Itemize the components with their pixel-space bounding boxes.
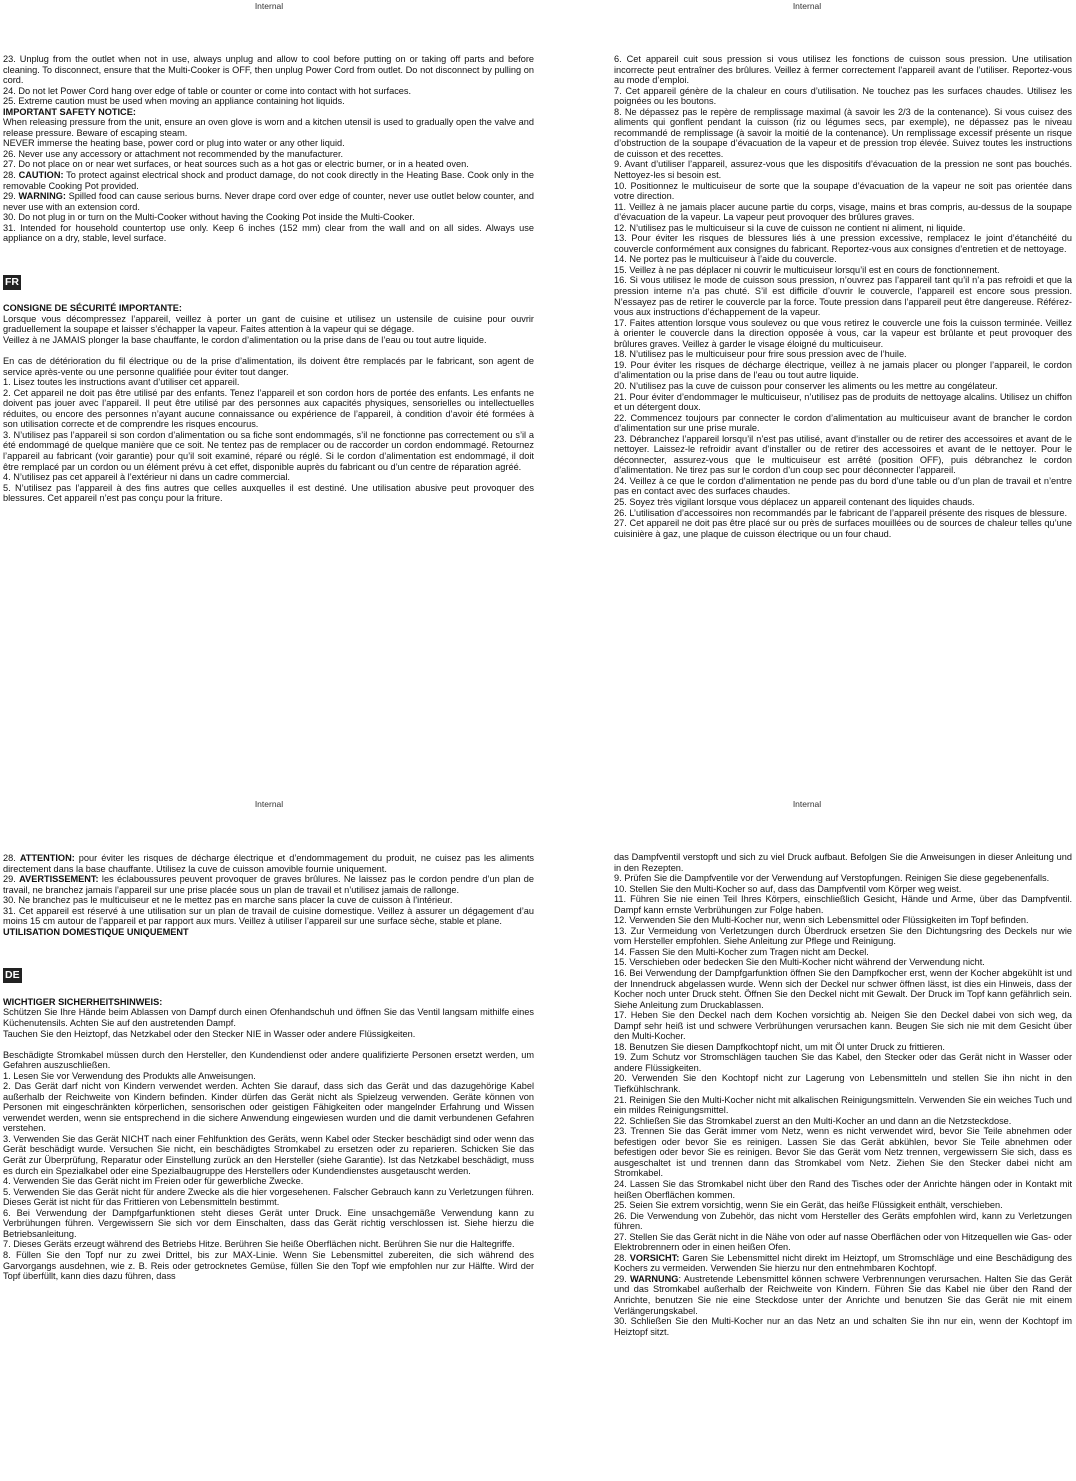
warning-label: WARNING: [18, 191, 66, 202]
paragraph: 5. N’utilisez pas l’appareil à des fins autres que celles auxquelles il est destiné. Une utilisation abusive peut provoquer des blessures. Cet appareil n’est pas conçu pour la friture. [3, 482, 534, 504]
paragraph: 16. Bei Verwendung der Dampfgarfunktion öffnen Sie den Dampfkocher erst, wenn der Kocher abgekühlt ist und der Innendruck abgelassen wurde. Wenn sich der Deckel nur schwer öffnen lässt, ist dies ein Hinweis, dass der Kocher noch unter Druck steht. Öffnen Sie den Deckel nicht mit Gewalt. Der Druck im Topf kann gefährlich sein. Siehe Anleitung zum Druckablassen. [614, 968, 1072, 1010]
paragraph: 17. Heben Sie den Deckel nach dem Kochen vorsichtig ab. Neigen Sie den Deckel dabei von sich weg, da Dampf sehr heiß ist und schwere Verbrühungen verursachen kann. Beugen Sie sich nie mit dem Gesicht über den Multi-Kocher. [614, 1010, 1072, 1042]
paragraph: 20. N’utilisez pas la cuve de cuisson pour conserver les aliments ou les mettre au congélateur. [614, 380, 998, 391]
paragraph: 31. Intended for household countertop use only. Keep 6 inches (152 mm) clear from the wall and on all sides. Always use appliance on a dry, stable, level surface. [3, 222, 534, 244]
paragraph: 7. Cet appareil génère de la chaleur en cours d’utilisation. Ne touchez pas les surfaces chaudes. Utilisez les poignées ou les boutons. [614, 85, 1072, 107]
paragraph: 25. Soyez très vigilant lorsque vous déplacez un appareil contenant des liquides chauds. [614, 496, 975, 507]
page-body [3, 853, 534, 1282]
paragraph: 18. Benutzen Sie diesen Dampfkochtopf nicht, um mit Öl unter Druck zu frittieren. [614, 1041, 945, 1052]
section-title: IMPORTANT SAFETY NOTICE: [3, 106, 136, 117]
page-1 [0, 0, 538, 740]
paragraph: 27. Cet appareil ne doit pas être placé sur ou près de surfaces mouillées ou de sources de chaleur telles qu’une cuisinière à gaz, une plaque de cuisson électrique ou un four chaud. [614, 518, 1072, 539]
warning-text: Spilled food can cause serious burns. Never drape cord over edge of counter, never use outlet below counter, and never use with an extension cord. [3, 191, 535, 212]
paragraph: 11. Führen Sie nie einen Teil Ihres Körpers, einschließlich Gesicht, Hände und Arme, über das Dampfventil. Dampf kann ernste Verbrühungen zur Folge haben. [614, 894, 1072, 915]
paragraph: 4. Verwenden Sie das Gerät nicht im Freien oder für gewerbliche Zwecke. [3, 1176, 304, 1187]
paragraph: 21. Reinigen Sie den Multi-Kocher nicht mit alkalischen Reinigungsmitteln. Verwenden Sie ein weiches Tuch und ein mildes Reinigungsmittel. [614, 1094, 1072, 1116]
caution-label: CAUTION: [18, 170, 64, 181]
page-3 [0, 741, 538, 1481]
paragraph: Beschädigte Stromkabel müssen durch den Hersteller, den Kundendienst oder andere qualifizierte Personen ersetzt werden, um Gefahren auszuschließen. [3, 1049, 534, 1071]
caution-text: To protect against electrical shock and product damage, do not cook directly in the Heating Base. Cook only in the removable Cooking Pot provided. [3, 170, 535, 191]
paragraph: 12. N’utilisez pas le multicuiseur si la cuve de cuisson ne contient ni aliment, ni liquide. [614, 222, 966, 233]
paragraph: When releasing pressure from the unit, ensure an oven glove is worn and a kitchen utensil is used to gradually open the valve and release pressure. Beware of escaping steam. [3, 117, 534, 138]
warning-text: : Austretende Lebensmittel können schwere Verbrennungen verursachen. Halten Sie das Gerät und das Stromkabel außerhalb der Reichweite von Kindern. Führen Sie das Kabel nie über den Rand der Anrichte, benutzen Sie nie eine Steckdose unter der Anrichte und benutzen Sie das Gerät nie mit einem Verlängerungskabel. [614, 1273, 1072, 1316]
paragraph: 22. Commencez toujours par connecter le cordon d’alimentation au multicuiseur avant de brancher le cordon d’alimentation sur une prise murale. [614, 412, 1072, 434]
paragraph: 15. Veillez à ne pas déplacer ni couvrir le multicuiseur lorsqu’il est en cours de fonctionnement. [614, 264, 1000, 275]
paragraph: 19. Pour éviter les risques de décharge électrique, veillez à ne jamais placer ou plonger l’appareil, le cordon d’alimentation ou la prise dans de l’eau ou tout autre liquide. [614, 359, 1072, 381]
warning-label: WARNUNG [629, 1273, 679, 1284]
page-header: Internal [792, 1, 822, 11]
paragraph: 23. Unplug from the outlet when not in use, always unplug and allow to cool before putting on or taking off parts and before cleaning. To disconnect, ensure that the Multi-Cooker is OFF, then unplug Power Cord from outlet. Do not disconnect by pulling on cord. [3, 54, 534, 86]
paragraph: 18. N’utilisez pas le multicuiseur pour frire sous pression avec de l’huile. [614, 349, 907, 360]
paragraph: 14. Ne portez pas le multicuiseur à l’aide du couvercle. [614, 254, 837, 265]
paragraph: 30. Ne branchez pas le multicuiseur et ne le mettez pas en marche sans placer la cuve de cuisson à l’intérieur. [3, 895, 453, 906]
paragraph: 3. N’utilisez pas l’appareil si son cordon d’alimentation ou sa fiche sont endommagés, s’il ne fonctionne pas correctement ou s’il a été endommagé de quelque manière que ce soit. Ne tentez pas de remplacer ou de raccorder un cordon endommagé. Retournez l’appareil au fabricant (voir garantie) pour qu’il soit examiné, réparé ou réglé. Si le cordon d’alimentation est endommagé, il doit être remplacé par un cordon ou un élément prévu à cet effet, disponible auprès du fabricant ou d’un centre de réparation agréé. [3, 429, 534, 472]
paragraph: 4. N’utilisez pas cet appareil à l’extérieur ni dans un cadre commercial. [3, 472, 290, 483]
paragraph: 13. Pour éviter les risques de blessures liés à une pression excessive, remplacez le joint d’étanchéité du couvercle conformément aux consignes du fabricant. Reportez-vous aux consignes d’entretien et de nettoyage. [614, 233, 1072, 254]
paragraph: 28. CAUTION: To protect against electrical shock and product damage, do not cook directly in the Heating Base. Cook only in the removable Cooking Pot provided. [3, 170, 535, 191]
paragraph: 24. Do not let Power Cord hang over edge of table or counter or come into contact with hot surfaces. [3, 85, 412, 96]
paragraph: 11. Veillez à ne jamais placer aucune partie du corps, visage, mains et bras compris, au-dessus de la soupape d’évacuation de la vapeur. La vapeur peut provoquer des brûlures graves. [614, 201, 1072, 223]
warning-label: AVERTISSEMENT: [19, 874, 99, 885]
paragraph: 10. Positionnez le multicuiseur de sorte que la soupape d’évacuation de la vapeur ne soit pas orientée dans votre direction. [614, 180, 1072, 202]
paragraph: 8. Füllen Sie den Topf nur zu zwei Drittel, bis zur MAX-Linie. Wenn Sie Lebensmittel zubereiten, die sich während des Garvorgangs ausdehnen, wie z. B. Reis oder getrocknetes Gemüse, füllen Sie den Topf wie empfohlen nur zur Hälfte. Wird der Topf überfüllt, kann dies dazu führen, dass [3, 1249, 534, 1282]
paragraph: 26. L’utilisation d’accessoires non recommandés par le fabricant de l’appareil présente des risques de blessure. [614, 507, 1067, 518]
paragraph: 27. Do not place on or near wet surfaces, or heat sources such as a hot gas or electric burner, or in a heated oven. [3, 159, 469, 170]
paragraph: 12. Verwenden Sie den Multi-Kocher nur, wenn sich Lebensmittel oder Flüssigkeiten im Topf befinden. [614, 915, 1029, 926]
language-badge-de: DE [5, 969, 20, 982]
paragraph: 6. Cet appareil cuit sous pression si vous utilisez les fonctions de cuisson sous pression. Une utilisation incorrecte peut entraîner des brûlures. Veillez à fermer correctement l’appareil avant de l’utiliser. Reportez-vous au mode d’emploi. [614, 54, 1072, 86]
paragraph: 21. Pour éviter d’endommager le multicuiseur, n’utilisez pas de produits de nettoyage alcalins. Utilisez un chiffon et un détergent doux. [614, 391, 1072, 413]
paragraph: 13. Zur Vermeidung von Verletzungen durch Überdruck ersetzen Sie den Dichtungsring des Deckels nur wie vom Hersteller empfohlen. Siehe Anleitung zur Pflege und Reinigung. [614, 925, 1072, 947]
warning-text: les éclaboussures peuvent provoquer de graves brûlures. Ne laissez pas le cordon pendre d’un plan de travail, ne branchez jamais l’appareil sur une prise placée sous un plan de travail et n’utilisez jamais de rallonge. [3, 874, 534, 895]
paragraph: Schützen Sie Ihre Hände beim Ablassen von Dampf durch einen Ofenhandschuh und öffnen Sie das Ventil langsam mithilfe eines Küchenutensils. Achten Sie auf den austretenden Dampf. [3, 1007, 534, 1028]
paragraph: 9. Avant d’utiliser l’appareil, assurez-vous que les dispositifs d’évacuation de la pression ne sont pas bouchés. Nettoyez-les si besoin est. [614, 159, 1072, 181]
paragraph: 2. Das Gerät darf nicht von Kindern verwendet werden. Achten Sie darauf, dass sich das Gerät und das dazugehörige Kabel außerhalb der Reichweite von Kindern befinden. Kinder dürfen das Gerät nicht als Spielzeug verwenden. Geräte können von Personen mit eingeschränkten körperlichen, sensorischen oder geistigen Fähigkeiten oder mangelnder Erfahrung und Wissen verwendet werden, wenn sie entsprechend in die sichere Anwendung eingewiesen wurden und die damit verbundenen Gefahren verstehen. [3, 1081, 534, 1134]
paragraph: 23. Débranchez l’appareil lorsqu’il n’est pas utilisé, avant d’installer ou de retirer des accessoires et avant de le nettoyer. Laissez-le refroidir avant d’installer ou de retirer des accessoires et avant de le nettoyer. Pour le déconnecter, assurez-vous que le multicuiseur est arrêté (position OFF), puis débranchez le cordon d’alimentation. Ne tirez pas sur le cordon d’un coup sec pour déconnecter l’appareil. [614, 433, 1072, 476]
page-header: Internal [254, 799, 284, 809]
paragraph: 8. Ne dépassez pas le repère de remplissage maximal (à savoir les 2/3 de la contenance). Si vous cuisez des aliments qui gonflent pendant la cuisson (riz ou légumes secs, par exemple), ne dépassez pas le niveau recommandé de remplissage (à savoir la moitié de la contenance). Un remplissage excessif présente un risque d’obstruction de la soupape d’évacuation de la vapeur et de pression trop élevée. Suivez toutes les instructions de cuisson et des recettes. [614, 106, 1072, 159]
paragraph: 3. Verwenden Sie das Gerät NICHT nach einer Fehlfunktion des Geräts, wenn Kabel oder Stecker beschädigt sind oder wenn das Gerät beschädigt wurde. Versuchen Sie nicht, ein beschädigtes Stromkabel zu ersetzen oder zu reparieren. Schicken Sie das Gerät zur Überprüfung, Reparatur oder Einstellung zurück an den Hersteller (siehe Garantie). Ist das Netzkabel beschädigt, muss es durch ein Spezialkabel oder eine Spezialbaugruppe des Herstellers oder Kundendienstes ausgetauscht werden. [3, 1133, 534, 1176]
paragraph: Lorsque vous décompressez l’appareil, veillez à porter un gant de cuisine et utilisez un ustensile de cuisine pour ouvrir graduellement la soupape et laisser s’échapper la vapeur. Faites attention à la vapeur qui se dégage. [3, 313, 534, 335]
paragraph: 24. Veillez à ce que le cordon d’alimentation ne pende pas du bord d’une table ou d’un plan de travail et n’entre pas en contact avec des surfaces chaudes. [614, 475, 1072, 497]
page-4 [538, 741, 1076, 1481]
paragraph: 15. Verschieben oder bedecken Sie den Multi-Kocher nicht während der Verwendung nicht. [614, 957, 985, 968]
page-header: Internal [254, 1, 284, 11]
paragraph: 14. Fassen Sie den Multi-Kocher zum Tragen nicht am Deckel. [614, 946, 869, 957]
paragraph: 19. Zum Schutz vor Stromschlägen tauchen Sie das Kabel, den Stecker oder das Gerät nicht in Wasser oder andere Flüssigkeiten. [614, 1052, 1072, 1073]
page-body [614, 54, 1072, 539]
paragraph: 31. Cet appareil est réservé à une utilisation sur un plan de travail de cuisine domestique. Veillez à assurer un dégagement d’au moins 15 cm autour de l’appareil et par rapport aux murs. Veillez à utiliser l’appareil sur une surface sèche, stable et plane. [3, 905, 534, 927]
paragraph: En cas de détérioration du fil électrique ou de la prise d’alimentation, ils doivent être remplacés par le fabricant, son agent de service après-vente ou une personne qualifiée pour éviter tout danger. [3, 356, 534, 377]
paragraph: 28. ATTENTION: pour éviter les risques de décharge électrique et d’endommagement du produit, ne cuisez pas les aliments directement dans la base chauffante. Utilisez la cuve de cuisson amovible fournie uniquement. [3, 853, 534, 874]
paragraph: 16. Si vous utilisez le mode de cuisson sous pression, n’ouvrez pas l’appareil tant qu’il n’a pas refroidi et que la pression interne n’a pas chuté. S’il est difficile d’ouvrir le couvercle, l’appareil est encore sous pression. N’essayez pas de retirer le couvercle par la force. Toute pression dans l’appareil peut être dangereuse. Référez-vous aux instructions d’échappement de la vapeur. [614, 275, 1072, 318]
attention-label: ATTENTION: [19, 853, 75, 863]
page-body [614, 852, 1072, 1337]
paragraph: 23. Trennen Sie das Gerät immer vom Netz, wenn es nicht verwendet wird, bevor Sie Teile abnehmen oder befestigen oder bevor Sie es reinigen. Lassen Sie das Gerät abkühlen, bevor Sie Teile abnehmen oder befestigen oder bevor Sie es reinigen. Bevor Sie das Gerät vom Netz trennen, vergewissern Sie sich, dass es ausgeschaltet ist und trennen dann das Stromkabel vom Netz. Ziehen Sie den Stecker dabei nicht am Stromkabel. [614, 1126, 1072, 1179]
paragraph: 28. VORSICHT: Garen Sie Lebensmittel nicht direkt im Heiztopf, um Stromschläge und eine Beschädigung des Kochers zu vermeiden. Verwenden Sie hierzu nur den entnehmbaren Kochtopf. [614, 1252, 1072, 1274]
paragraph: 25. Extreme caution must be used when moving an appliance containing hot liquids. [3, 96, 345, 107]
paragraph: 9. Prüfen Sie die Dampfventile vor der Verwendung auf Verstopfungen. Reinigen Sie diese gegebenenfalls. [614, 873, 1050, 884]
paragraph: Veillez à ne JAMAIS plonger la base chauffante, le cordon d’alimentation ou la prise dans de l’eau ou tout autre liquide. [3, 334, 487, 345]
paragraph: 26. Die Verwendung von Zubehör, das nicht vom Hersteller des Geräts empfohlen wird, kann zu Verletzungen führen. [614, 1210, 1072, 1232]
section-title: UTILISATION DOMESTIQUE UNIQUEMENT [3, 926, 189, 937]
attention-text: pour éviter les risques de décharge électrique et d’endommagement du produit, ne cuisez pas les aliments directement dans la base chauffante. Utilisez la cuve de cuisson amovible fournie uniquement. [3, 853, 534, 874]
paragraph: 1. Lisez toutes les instructions avant d’utiliser cet appareil. [3, 377, 240, 388]
paragraph: 10. Stellen Sie den Multi-Kocher so auf, dass das Dampfventil vom Körper weg weist. [614, 883, 962, 894]
paragraph: 7. Dieses Geräts erzeugt während des Betriebs Hitze. Berühren Sie heiße Oberflächen nicht. Berühren Sie nur die Haltegriffe. [3, 1239, 515, 1250]
paragraph: 2. Cet appareil ne doit pas être utilisé par des enfants. Tenez l’appareil et son cordon hors de portée des enfants. Les enfants ne doivent pas jouer avec l’appareil. Il peut être utilisé par des personnes aux capacités physiques, sensorielles ou intellectuelles réduites, ou encore des personnes n’ayant aucune connaissance ou expérience de l’appareil, à condition d’avoir été formées à son utilisation correcte et de comprendre les risques encourus. [3, 387, 534, 430]
paragraph: 17. Faites attention lorsque vous soulevez ou que vous retirez le couvercle une fois la cuisson terminée. Veillez à orienter le couvercle dans la direction opposée à vous, car la vapeur est brûlante et peut provoquer des brûlures graves. Veillez à garder le visage éloigné du multicuiseur. [614, 317, 1072, 349]
paragraph: 29. AVERTISSEMENT: les éclaboussures peuvent provoquer de graves brûlures. Ne laissez pas le cordon pendre d’un plan de travail, ne branchez jamais l’appareil sur une prise placée sous un plan de travail et n’utilisez jamais de rallonge. [3, 874, 534, 895]
section-title: CONSIGNE DE SÉCURITÉ IMPORTANTE: [3, 303, 182, 314]
paragraph: 20. Verwenden Sie den Kochtopf nicht zur Lagerung von Lebensmitteln und stellen Sie ihn nicht in den Tiefkühlschrank. [614, 1073, 1072, 1095]
caution-label: VORSICHT: [629, 1252, 680, 1263]
paragraph: 29. WARNUNG: Austretende Lebensmittel können schwere Verbrennungen verursachen. Halten Sie das Gerät und das Stromkabel außerhalb der Reichweite von Kindern. Führen Sie das Kabel nie über den Rand der Anrichte, benutzen Sie nie eine Steckdose unter der Anrichte und benutzen Sie das Gerät nie mit einem Verlängerungskabel. [614, 1273, 1072, 1316]
paragraph: 25. Seien Sie extrem vorsichtig, wenn Sie ein Gerät, das heiße Flüssigkeit enthält, verschieben. [614, 1200, 1003, 1211]
page-header: Internal [792, 799, 822, 809]
paragraph: 29. WARNING: Spilled food can cause serious burns. Never drape cord over edge of counter, never use outlet below counter, and never use with an extension cord. [3, 191, 535, 212]
paragraph: 1. Lesen Sie vor Verwendung des Produkts alle Anweisungen. [3, 1070, 256, 1081]
page-2 [538, 0, 1076, 740]
paragraph: 26. Never use any accessory or attachment not recommended by the manufacturer. [3, 148, 344, 159]
paragraph: das Dampfventil verstopft und sich zu viel Druck aufbaut. Befolgen Sie die Anweisungen in dieser Anleitung und in den Rezepten. [614, 852, 1072, 873]
paragraph: 30. Schließen Sie den Multi-Kocher nur an das Netz an und schalten Sie ihn nur ein, wenn der Kochtopf im Heiztopf sitzt. [614, 1316, 1072, 1337]
language-badge-fr: FR [5, 275, 19, 288]
paragraph: 30. Do not plug in or turn on the Multi-Cooker without having the Cooking Pot inside the Multi-Cooker. [3, 212, 415, 223]
paragraph: NEVER immerse the heating base, power cord or plug into water or any other liquid. [3, 138, 345, 149]
paragraph: 5. Verwenden Sie das Gerät nicht für andere Zwecke als die hier vorgesehenen. Falscher Gebrauch kann zu Verletzungen führen. Dieses Gerät ist nicht für das Frittieren von Lebensmitteln bestimmt. [3, 1186, 534, 1208]
page-body [3, 54, 534, 504]
paragraph: 24. Lassen Sie das Stromkabel nicht über den Rand des Tisches oder der Anrichte hängen oder in Kontakt mit heißen Oberflächen kommen. [614, 1178, 1072, 1200]
paragraph: 22. Schließen Sie das Stromkabel zuerst an den Multi-Kocher an und dann an die Netzsteckdose. [614, 1115, 1012, 1126]
caution-text: Garen Sie Lebensmittel nicht direkt im Heiztopf, um Stromschläge und eine Beschädigung des Kochers zu vermeiden. Verwenden Sie hierzu nur den entnehmbaren Kochtopf. [614, 1252, 1072, 1274]
paragraph: 27. Stellen Sie das Gerät nicht in die Nähe von oder auf nasse Oberflächen oder von Hitzequellen wie Gas- oder Elektrobrennern oder in einen heißen Ofen. [614, 1231, 1072, 1253]
paragraph: Tauchen Sie den Heiztopf, das Netzkabel oder den Stecker NIE in Wasser oder andere Flüssigkeiten. [3, 1028, 416, 1039]
paragraph: 6. Bei Verwendung der Dampfgarfunktionen steht dieses Gerät unter Druck. Eine unsachgemäße Verwendung kann zu Verbrühungen führen. Vergewissern Sie sich vor dem Einschalten, dass das Gerät richtig verschlossen ist. Siehe hierzu die Betriebsanleitung. [3, 1207, 534, 1239]
section-title: WICHTIGER SICHERHEITSHINWEIS: [3, 996, 163, 1007]
